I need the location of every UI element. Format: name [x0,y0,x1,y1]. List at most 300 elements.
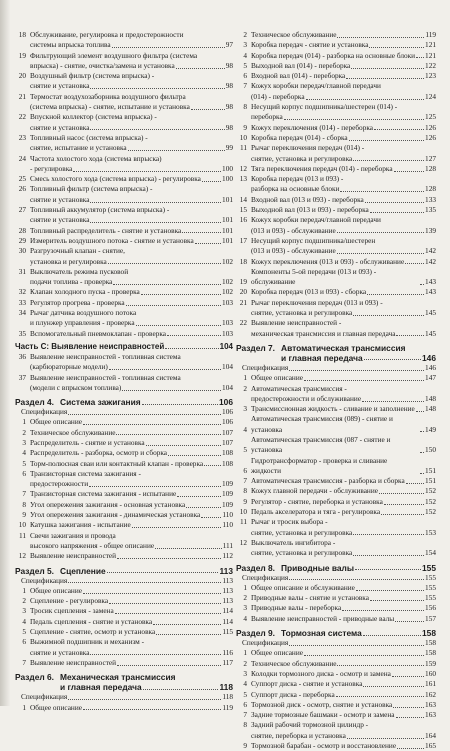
dot-leader [109,603,221,604]
toc-entry[interactable] [15,184,233,194]
dot-leader [284,119,424,120]
toc-entry-continuation[interactable] [236,112,436,122]
toc-entry[interactable] [236,700,436,710]
dot-leader [396,335,424,336]
entry-title: Выявление неисправностей - топливная система [30,372,181,382]
toc-entry[interactable] [15,51,233,61]
entry-title: снятие, установка и регулировка [251,153,353,163]
page-number: 111 [222,540,233,550]
dot-leader [289,370,424,371]
toc-entry[interactable] [15,112,233,122]
dot-leader [107,572,219,573]
toc-section-heading[interactable] [236,628,436,638]
dot-leader [392,676,424,677]
toc-entry-continuation[interactable] [236,548,436,558]
toc-entry-continuation[interactable] [15,123,233,133]
toc-entry[interactable] [236,318,436,328]
entry-title: высокого напряжения - общее описание [30,540,155,550]
entry-title: Несущий корпус подшипника/шестерен [251,235,376,245]
entry-title: Частота холостого хода (система впрыска) [30,153,162,163]
entry-title: Спецификация [21,407,68,417]
toc-entry-continuation[interactable] [15,257,233,267]
dot-leader [90,654,221,655]
page-number: 158 [425,648,436,658]
toc-entry-continuation[interactable] [236,226,436,236]
entry-number: 8 [22,499,26,509]
section-title: Приводные валы [281,562,355,573]
page-number: 102 [222,256,233,266]
entry-title: Торм-полюсная сваи или контактный клапан - проверка [30,458,204,468]
toc-part-heading[interactable] [15,341,233,352]
entry-title: (модели с впрыском топлива) [30,382,122,392]
toc-entry[interactable] [15,329,233,339]
toc-entry[interactable] [236,236,436,246]
toc-entry[interactable] [236,51,436,61]
toc-entry[interactable] [15,627,233,637]
dot-leader [365,202,424,203]
toc-entry[interactable] [15,246,233,256]
toc-entry-continuation[interactable] [15,81,233,91]
toc-entry[interactable] [15,226,233,236]
entry-title: Угол опережения зажигания - основная установка [30,499,186,509]
toc-entry[interactable] [236,30,436,40]
toc-entry[interactable] [15,596,233,606]
entry-title: Общее описание [30,417,82,427]
entry-number: 12 [239,537,247,547]
toc-entry-continuation[interactable] [15,383,233,393]
page-number: 119 [222,702,233,712]
toc-entry[interactable] [15,298,233,308]
page-number: 152 [425,507,436,517]
toc-section-heading-cont[interactable] [236,353,436,363]
entry-number: 2 [22,596,26,606]
page-number: 135 [425,205,436,215]
entry-number: 16 [239,215,247,225]
dot-leader [177,496,221,497]
dot-leader [337,253,424,254]
entry-number: 35 [18,328,26,338]
page-number: 153 [425,527,436,537]
toc-entry[interactable] [15,30,233,40]
toc-entry[interactable] [15,606,233,616]
toc-entry[interactable] [15,174,233,184]
entry-number: 6 [22,637,26,647]
section-title: Сцепление [60,565,106,576]
toc-entry[interactable] [236,61,436,71]
dot-leader [420,473,424,474]
page-number: 98 [225,60,233,70]
entry-number: 22 [18,112,26,122]
toc-entry[interactable] [236,659,436,669]
toc-entry[interactable] [236,414,436,435]
toc-entry[interactable] [15,154,233,164]
page-number: 152 [425,486,436,496]
entry-title: Общее описание [30,702,82,712]
page-number: 100 [222,174,233,184]
toc-entry-continuation[interactable] [15,61,233,71]
dot-leader [122,390,221,391]
dot-leader [146,445,221,446]
toc-entry[interactable] [236,81,436,91]
toc-entry[interactable] [236,614,436,624]
page-number: 125 [425,112,436,122]
entry-title: системы впрыска топлива [30,40,111,50]
toc-entry[interactable] [236,690,436,700]
entry-number: 4 [243,679,247,689]
page-number: 148 [425,404,436,414]
entry-number: 36 [18,351,26,361]
entry-title: Регулятор - снятие, переборка и установка [251,496,383,506]
toc-entry[interactable] [15,520,233,530]
entry-title: Выявление неисправностей - [251,318,342,328]
toc-entry[interactable] [236,456,436,477]
page-number: 109 [222,489,233,499]
toc-entry[interactable] [236,133,436,143]
entry-number: 6 [243,699,247,709]
page-number: 152 [425,496,436,506]
toc-entry-continuation[interactable] [236,308,436,318]
toc-entry-continuation[interactable] [15,102,233,112]
toc-entry[interactable] [15,489,233,499]
toc-entry[interactable] [15,308,233,318]
dot-leader [68,699,221,700]
dot-leader [369,47,424,48]
toc-entry[interactable] [236,384,436,394]
toc-entry[interactable] [236,476,436,486]
toc-entry-specification[interactable] [15,407,233,417]
page-number: 113 [222,596,233,606]
toc-entry[interactable] [236,40,436,50]
page-number: 109 [222,479,233,489]
toc-entry[interactable] [236,102,436,112]
entry-number: 32 [18,287,26,297]
entry-number: 8 [243,720,247,730]
entry-number: 2 [243,593,247,603]
page-number: 150 [425,445,436,455]
toc-entry[interactable] [15,287,233,297]
toc-entry-continuation[interactable] [15,277,233,287]
toc-section-heading[interactable] [15,672,233,682]
toc-entry[interactable] [15,71,233,81]
dot-leader [363,686,424,687]
toc-entry-continuation[interactable] [15,541,233,551]
toc-entry[interactable] [15,637,233,647]
dot-leader [363,635,421,636]
dot-leader [362,401,424,402]
toc-entry[interactable] [236,720,436,730]
entry-title: Сцепление - снятие, осмотр и установка [30,627,156,637]
toc-entry[interactable] [236,257,436,267]
toc-entry-continuation[interactable] [236,329,436,339]
toc-section-heading[interactable] [15,397,233,407]
entry-number: 13 [239,174,247,184]
toc-section-heading-cont[interactable] [15,682,233,692]
toc-entry-continuation[interactable] [15,40,233,50]
toc-entry-continuation[interactable] [15,318,233,328]
entry-number: 31 [18,266,26,276]
page-number: 101 [222,225,233,235]
entry-title: Общее описание [251,648,303,658]
entry-title: Угол опережения зажигания - динамическая установка [30,510,201,520]
entry-title: Кожух главной передачи - обслуживание [251,486,378,496]
toc-entry[interactable] [236,71,436,81]
dot-leader [405,263,424,264]
entry-number: 7 [243,476,247,486]
entry-title: Топливный распределитель - снятие и установка [30,225,182,235]
page-number: 161 [425,679,436,689]
dot-leader [195,243,221,244]
dot-leader [353,160,424,161]
dot-leader [126,305,221,306]
entry-number: 26 [18,184,26,194]
toc-entry[interactable] [236,497,436,507]
entry-number: 33 [18,297,26,307]
toc-entry[interactable] [236,205,436,215]
entry-title: Распределитель - снятие и установка [30,437,145,447]
dot-leader [153,624,221,625]
page-number: 155 [425,572,436,582]
entry-number: 3 [22,437,26,447]
page-number: 108 [222,448,233,458]
toc-entry[interactable] [15,373,233,383]
toc-entry[interactable] [15,417,233,427]
entry-number: 11 [239,517,247,527]
entry-title: снятие и установка [30,215,90,225]
toc-entry[interactable] [15,586,233,596]
dot-leader [306,99,424,100]
toc-entry[interactable] [15,703,233,713]
dot-leader [393,707,424,708]
entry-number: 10 [18,520,26,530]
page-number: 156 [425,603,436,613]
dot-leader [416,57,424,58]
toc-entry[interactable] [15,236,233,246]
toc-entry[interactable] [236,486,436,496]
entry-title: Спецификация [242,572,289,582]
toc-entry[interactable] [15,617,233,627]
dot-leader [347,738,424,739]
entry-title: Педаль акселератора и тяга - регулировка [251,507,381,517]
page-number: 108 [222,458,233,468]
dot-leader [353,315,424,316]
entry-number: 4 [22,616,26,626]
entry-title: Разгрузочный клапан - снятие, [30,246,125,256]
toc-entry[interactable] [236,648,436,658]
dot-leader [289,579,424,580]
dot-leader [136,325,221,326]
toc-entry[interactable] [236,669,436,679]
toc-entry-continuation[interactable] [15,215,233,225]
entry-title: Техническое обслуживание [30,427,116,437]
toc-entry[interactable] [236,174,436,184]
dot-leader [202,181,221,182]
toc-entry[interactable] [236,517,436,527]
page-number: 106 [219,397,233,408]
toc-entry-continuation[interactable] [236,394,436,404]
entry-number: 6 [243,71,247,81]
entry-number: 19 [18,50,26,60]
toc-entry[interactable] [15,531,233,541]
toc-entry[interactable] [236,195,436,205]
toc-entry[interactable] [236,298,436,308]
page-number: 110 [222,520,233,530]
page-number: 114 [222,606,233,616]
toc-entry[interactable] [15,267,233,277]
page-number: 143 [425,287,436,297]
dot-leader [420,431,424,432]
entry-number: 9 [243,741,247,750]
page-number: 162 [425,689,436,699]
toc-entry[interactable] [236,287,436,297]
entry-title: Свечи зажигания и провода [30,530,116,540]
page-number: 157 [425,613,436,623]
page-number: 104 [219,341,233,351]
entry-number: 2 [22,427,26,437]
entry-number: 20 [239,287,247,297]
toc-entry[interactable] [15,92,233,102]
entry-title: Техническое обслуживание [251,30,337,39]
page-number: 97 [225,40,233,50]
toc-entry-continuation[interactable] [15,479,233,489]
entry-title: Топливный насос (система впрыска) - [30,132,148,142]
toc-entry-continuation[interactable] [236,154,436,164]
toc-entry-continuation[interactable] [236,184,436,194]
toc-entry-specification[interactable] [15,692,233,702]
dot-leader [117,558,221,559]
toc-entry-continuation[interactable] [236,92,436,102]
dot-leader [342,610,424,611]
entry-title: Впускной коллектор (система впрыска) - [30,112,157,122]
page-number: 155 [425,593,436,603]
entry-number: 29 [18,235,26,245]
toc-entry[interactable] [236,710,436,720]
section-title: Автоматическая трансмиссия [281,342,406,353]
dot-leader [142,404,218,405]
toc-entry[interactable] [15,133,233,143]
section-number: Раздел 9. [236,628,276,639]
page-number: 104 [222,382,233,392]
toc-entry[interactable] [15,658,233,668]
toc-entry[interactable] [15,510,233,520]
dot-leader [117,665,221,666]
entry-title: Выявление неисправностей [30,551,117,561]
toc-entry[interactable] [236,507,436,517]
entry-title: Автоматическая трансмиссия - [251,383,347,393]
toc-entry-specification[interactable] [236,638,436,648]
toc-entry[interactable] [15,352,233,362]
entry-title: снятие и установка [30,81,90,91]
entry-title: Регулятор прогрева - проверка [30,297,125,307]
toc-entry[interactable] [236,215,436,225]
toc-entry-continuation[interactable] [236,528,436,538]
toc-entry-continuation[interactable] [15,195,233,205]
section-number: Раздел 6. [15,672,55,683]
page-number: 164 [425,730,436,740]
toc-entry[interactable] [236,164,436,174]
toc-entry[interactable] [236,404,436,414]
section-title-cont: и главная передача [281,352,363,363]
page-number: 126 [425,122,436,132]
entry-title: Кожух переключения (014) - переборка [251,122,374,132]
section-number: Раздел 4. [15,397,55,408]
page-number: 106 [222,407,233,417]
page-number: 103 [222,328,233,338]
toc-entry[interactable] [15,469,233,479]
entry-title: Несущий корпус подшипника/шестерен (014) - [251,102,398,112]
toc-entry-specification[interactable] [15,576,233,586]
dot-leader [353,555,424,556]
entry-title: предостерожности [30,479,89,489]
entry-number: 10 [239,507,247,517]
page-number: 126 [425,132,436,142]
toc-entry[interactable] [236,538,436,548]
toc-entry-continuation[interactable] [15,648,233,658]
toc-entry[interactable] [236,435,436,456]
page-number: 112 [222,551,233,561]
toc-entry-continuation[interactable] [236,731,436,741]
toc-entry-continuation[interactable] [15,164,233,174]
page-number: 145 [425,308,436,318]
toc-entry-continuation[interactable] [236,246,436,256]
toc-entry[interactable] [236,741,436,751]
dot-leader [396,717,425,718]
dot-leader [364,359,421,360]
toc-entry[interactable] [236,679,436,689]
toc-entry[interactable] [15,500,233,510]
page-number: 118 [222,692,233,702]
toc-entry[interactable] [236,583,436,593]
toc-entry[interactable] [236,373,436,383]
dot-leader [116,434,221,435]
toc-entry[interactable] [236,143,436,153]
entry-number: 9 [243,122,247,132]
toc-entry[interactable] [15,551,233,561]
toc-entry[interactable] [15,205,233,215]
dot-leader [351,68,424,69]
entry-number: 1 [243,582,247,592]
toc-entry[interactable] [236,267,436,288]
toc-entry[interactable] [15,428,233,438]
page-number: 98 [225,102,233,112]
entry-title: снятие и установка [30,647,90,657]
toc-entry-continuation[interactable] [15,362,233,372]
page-number: 151 [425,465,436,475]
toc-section-heading[interactable] [236,563,436,573]
toc-entry[interactable] [15,459,233,469]
toc-entry-specification[interactable] [236,363,436,373]
toc-entry[interactable] [15,438,233,448]
entry-number: 2 [243,658,247,668]
toc-section-heading[interactable] [236,343,436,353]
toc-entry-continuation[interactable] [15,143,233,153]
page-number: 149 [425,424,436,434]
toc-entry[interactable] [236,123,436,133]
dot-leader [168,455,221,456]
toc-entry-specification[interactable] [236,573,436,583]
entry-title: Автоматическая трансмиссия - разборка и сборка [251,476,405,486]
toc-entry[interactable] [236,593,436,603]
dot-leader [83,424,221,425]
toc-entry[interactable] [15,448,233,458]
toc-section-heading[interactable] [15,566,233,576]
entry-title: Колодки тормозного диска - осмотр и замена [251,668,391,678]
entry-number: 25 [18,174,26,184]
entry-title: Приводные валы - переборка [251,603,342,613]
toc-entry[interactable] [236,603,436,613]
entry-title: Выжимной подшипник и механизм - [30,637,145,647]
entry-title: снятие, установка и регулировка [251,548,353,558]
entry-title: Транзисторная система зажигания - испытание [30,489,177,499]
